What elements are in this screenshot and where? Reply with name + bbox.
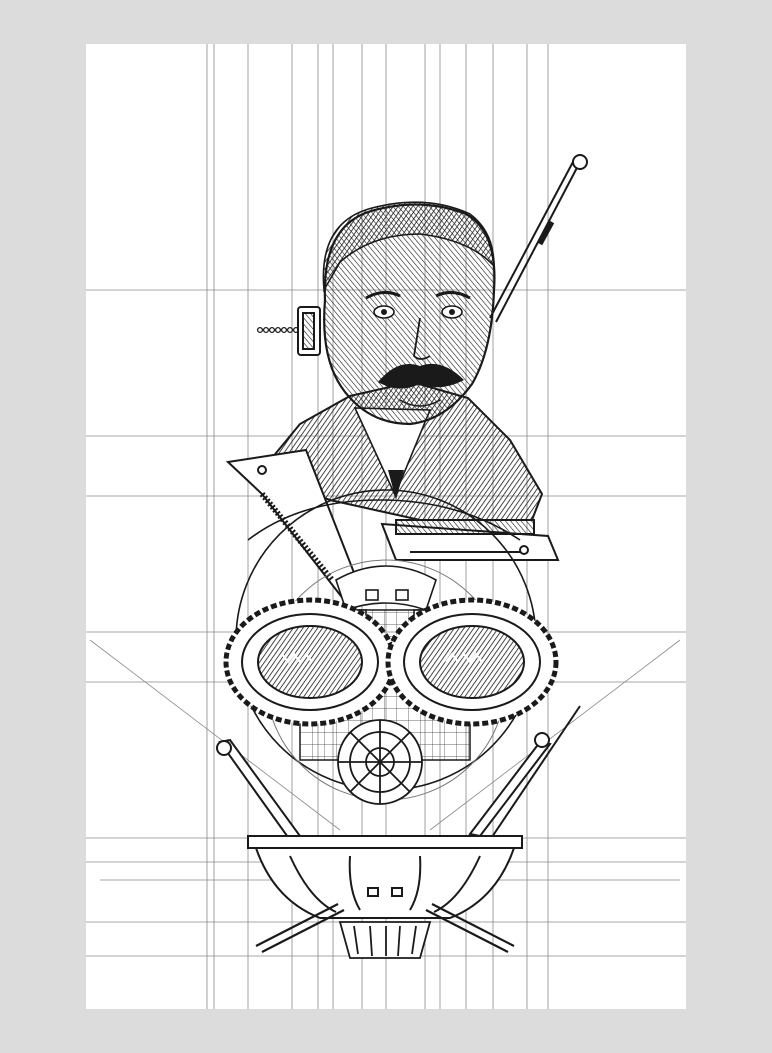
- base-cup: [248, 836, 522, 918]
- earpiece: [298, 307, 320, 355]
- right-link-arm: [382, 520, 558, 560]
- center-rosette: [338, 720, 422, 804]
- right-strut: [470, 706, 580, 840]
- right-gear-ring: [388, 600, 556, 724]
- chain: [258, 328, 299, 333]
- bottom-claw: [340, 922, 430, 958]
- left-gear-ring: [226, 600, 394, 724]
- antenna-rod: [490, 155, 587, 322]
